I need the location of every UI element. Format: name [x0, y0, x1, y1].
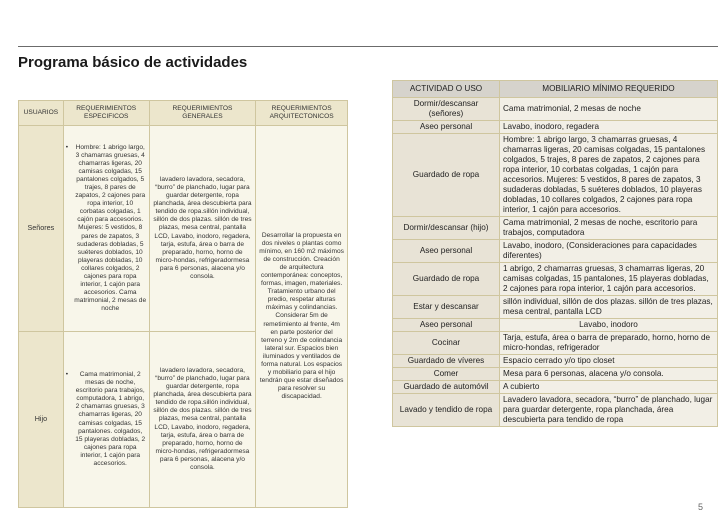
table-row	[393, 394, 718, 427]
header-actividad: ACTIVIDAD O USO	[393, 81, 500, 98]
activity-cell: Comer	[393, 368, 500, 381]
specific-requirements	[63, 126, 149, 332]
table-row	[393, 381, 718, 394]
furniture-cell: A cubierto	[500, 381, 718, 394]
table-row	[393, 217, 718, 240]
activity-cell: Guardado de ropa	[393, 134, 500, 217]
table-row	[393, 332, 718, 355]
activity-cell: Lavado y tendido de ropa	[393, 394, 500, 427]
activity-cell: Guardado de automóvil	[393, 381, 500, 394]
architectural-requirements: Desarrollar la propuesta en dos niveles o plantas como mínimo, en 160 m2 máximos de construcción. Creación de arquitectura contemporánea: conceptos, formas, imagen, materiales. Tratamiento urbano del predio, respetar alturas máximas y colindancias. Considerar 5m de remetimiento al frente, 4m en parte posterior del terreno y 2m de colindancia lateral sur. Espacios bien iluminados y ventilados de forma natural. Los espacios y mobiliario para el hijo tendrán que estar diseñados para resolver su discapacidad.	[256, 126, 348, 508]
table-row	[393, 134, 718, 217]
table-row	[19, 126, 348, 332]
page-title: Programa básico de actividades	[18, 54, 248, 71]
specific-requirements-text: Cama matrimonial, 2 mesas de noche, escritorio para trabajos, computadora, 1 abrigo, 2 chamarras gruesas, 3 chamarras ligeras, 20 camisas colgadas, 15 pantalones. colgados, 15 playeras dobladas, 2 cajones para ropa interior, 1 cajón para accesorios.	[75, 370, 146, 467]
specific-requirements-text: Hombre: 1 abrigo largo, 3 chamarras gruesas, 4 chamarras ligeras, 20 camisas colgadas, 15 pantalones colgados, 5 trajes, 8 pares de zapatos, 2 cajones para ropa interior, 10 corbatas colgadas, 1 cajón para accesorios. Mujeres: 5 vestidos, 8 pares de zapatos, 3 sudaderas dobladas, 5 suéteres doblados, 10 playeras dobladas, 10 collares colgados, 2 cajones para ropa interior, 1 cajón para accesorios. Cama matrimonial, 2 mesas de noche	[74, 143, 147, 313]
furniture-cell: Lavabo, inodoro, regadera	[500, 121, 718, 134]
table-row	[393, 355, 718, 368]
user-senores: Señores	[19, 126, 64, 332]
furniture-header-row	[393, 81, 718, 98]
furniture-cell: sillón individual, sillón de dos plazas. sillón de tres plazas, mesa central, pantalla LCD	[500, 296, 718, 319]
table-row	[393, 319, 718, 332]
activity-cell: Aseo personal	[393, 240, 500, 263]
list-item	[66, 144, 147, 314]
header-mobiliario: MOBILIARIO MÍNIMO REQUERIDO	[500, 81, 718, 98]
table-row	[393, 368, 718, 381]
header-arquitectonicos: REQUERIMIENTOS ARQUITECTONICOS	[256, 101, 348, 126]
furniture-cell: Tarja, estufa, área o barra de preparado, horno, horno de micro-hondas, refrigerador	[500, 332, 718, 355]
table-row	[393, 296, 718, 319]
furniture-cell: Cama matrimonial, 2 mesas de noche, escritorio para trabajos, computadora	[500, 217, 718, 240]
user-hijo: Hijo	[19, 332, 64, 508]
page-number: 5	[698, 502, 704, 512]
furniture-cell: Cama matrimonial, 2 mesas de noche	[500, 98, 718, 121]
table-row	[393, 121, 718, 134]
activity-cell: Guardado de ropa	[393, 263, 500, 296]
furniture-cell: 1 abrigo, 2 chamarras gruesas, 3 chamarras ligeras, 20 camisas colgadas, 15 pantalones, 15 playeras dobladas, 2 cajones para ropa interior, 1 cajón para accesorios.	[500, 263, 718, 296]
furniture-cell: Mesa para 6 personas, alacena y/o consola.	[500, 368, 718, 381]
header-especificos: REQUERIMIENTOS ESPECIFICOS	[63, 101, 149, 126]
activity-cell: Dormir/descansar (hijo)	[393, 217, 500, 240]
activity-cell: Guardado de víveres	[393, 355, 500, 368]
activity-cell: Aseo personal	[393, 319, 500, 332]
header-usuarios: USUARIOS	[19, 101, 64, 126]
bullet-icon: •	[65, 370, 69, 378]
title-rule	[18, 46, 718, 47]
table-row	[393, 263, 718, 296]
activity-cell: Dormir/descansar (señores)	[393, 98, 500, 121]
top-bar	[0, 0, 728, 22]
furniture-cell: Hombre: 1 abrigo largo, 3 chamarras gruesas, 4 chamarras ligeras, 20 camisas colgadas, 15 pantalones colgados, 5 trajes, 8 pares de zapatos, 2 cajones para ropa interior, 10 corbatas colgadas, 1 cajón para accesorios. Mujeres: 5 vestidos, 8 pares de zapatos, 3 sudaderas dobladas, 5 suéteres doblados, 10 playeras dobladas, 10 collares colgados, 2 cajones para ropa interior, 1 cajón para accesorios.	[500, 134, 718, 217]
furniture-cell: Lavabo, inodoro, (Consideraciones para capacidades diferentes)	[500, 240, 718, 263]
furniture-table-body	[393, 98, 718, 427]
general-requirements: lavadero lavadora, secadora, “burro” de planchado, lugar para guardar detergente, ropa planchada, área descubierta para tendido de ropa.sillón individual, sillón de dos plazas. sillón de tres plazas, mesa central, pantalla LCD, Lavabo, inodoro, regadera, tarja, estufa, área o barra de preparado, horno, horno de micro-hondas, refrigeradormesa para 6 personas, alacena y/o consola.	[149, 332, 256, 508]
furniture-cell: Lavabo, inodoro	[500, 319, 718, 332]
furniture-cell: Lavadero lavadora, secadora, “burro” de planchado, lugar para guardar detergente, ropa planchada, área descubierta para tendido de ropa	[500, 394, 718, 427]
activity-cell: Cocinar	[393, 332, 500, 355]
furniture-cell: Espacio cerrado y/o tipo closet	[500, 355, 718, 368]
requirements-table	[18, 100, 348, 508]
specific-requirements	[63, 332, 149, 508]
general-requirements: lavadero lavadora, secadora, “burro” de planchado, lugar para guardar detergente, ropa planchada, área descubierta para tendido de ropa.sillón individual, sillón de dos plazas. sillón de tres plazas, mesa central, pantalla LCD, Lavabo, inodoro, regadera, tarja, estufa, área o barra de preparado, horno, horno de micro-hondas, refrigeradormesa para 6 personas, alacena y/o consola.	[149, 126, 256, 332]
header-generales: REQUERIMIENTOS GENERALES	[149, 101, 256, 126]
activity-cell: Estar y descansar	[393, 296, 500, 319]
table-row	[393, 98, 718, 121]
table-row	[393, 240, 718, 263]
bullet-icon: •	[65, 143, 69, 151]
furniture-table	[392, 80, 718, 427]
activity-cell: Aseo personal	[393, 121, 500, 134]
list-item	[66, 371, 147, 468]
requirements-header-row	[19, 101, 348, 126]
